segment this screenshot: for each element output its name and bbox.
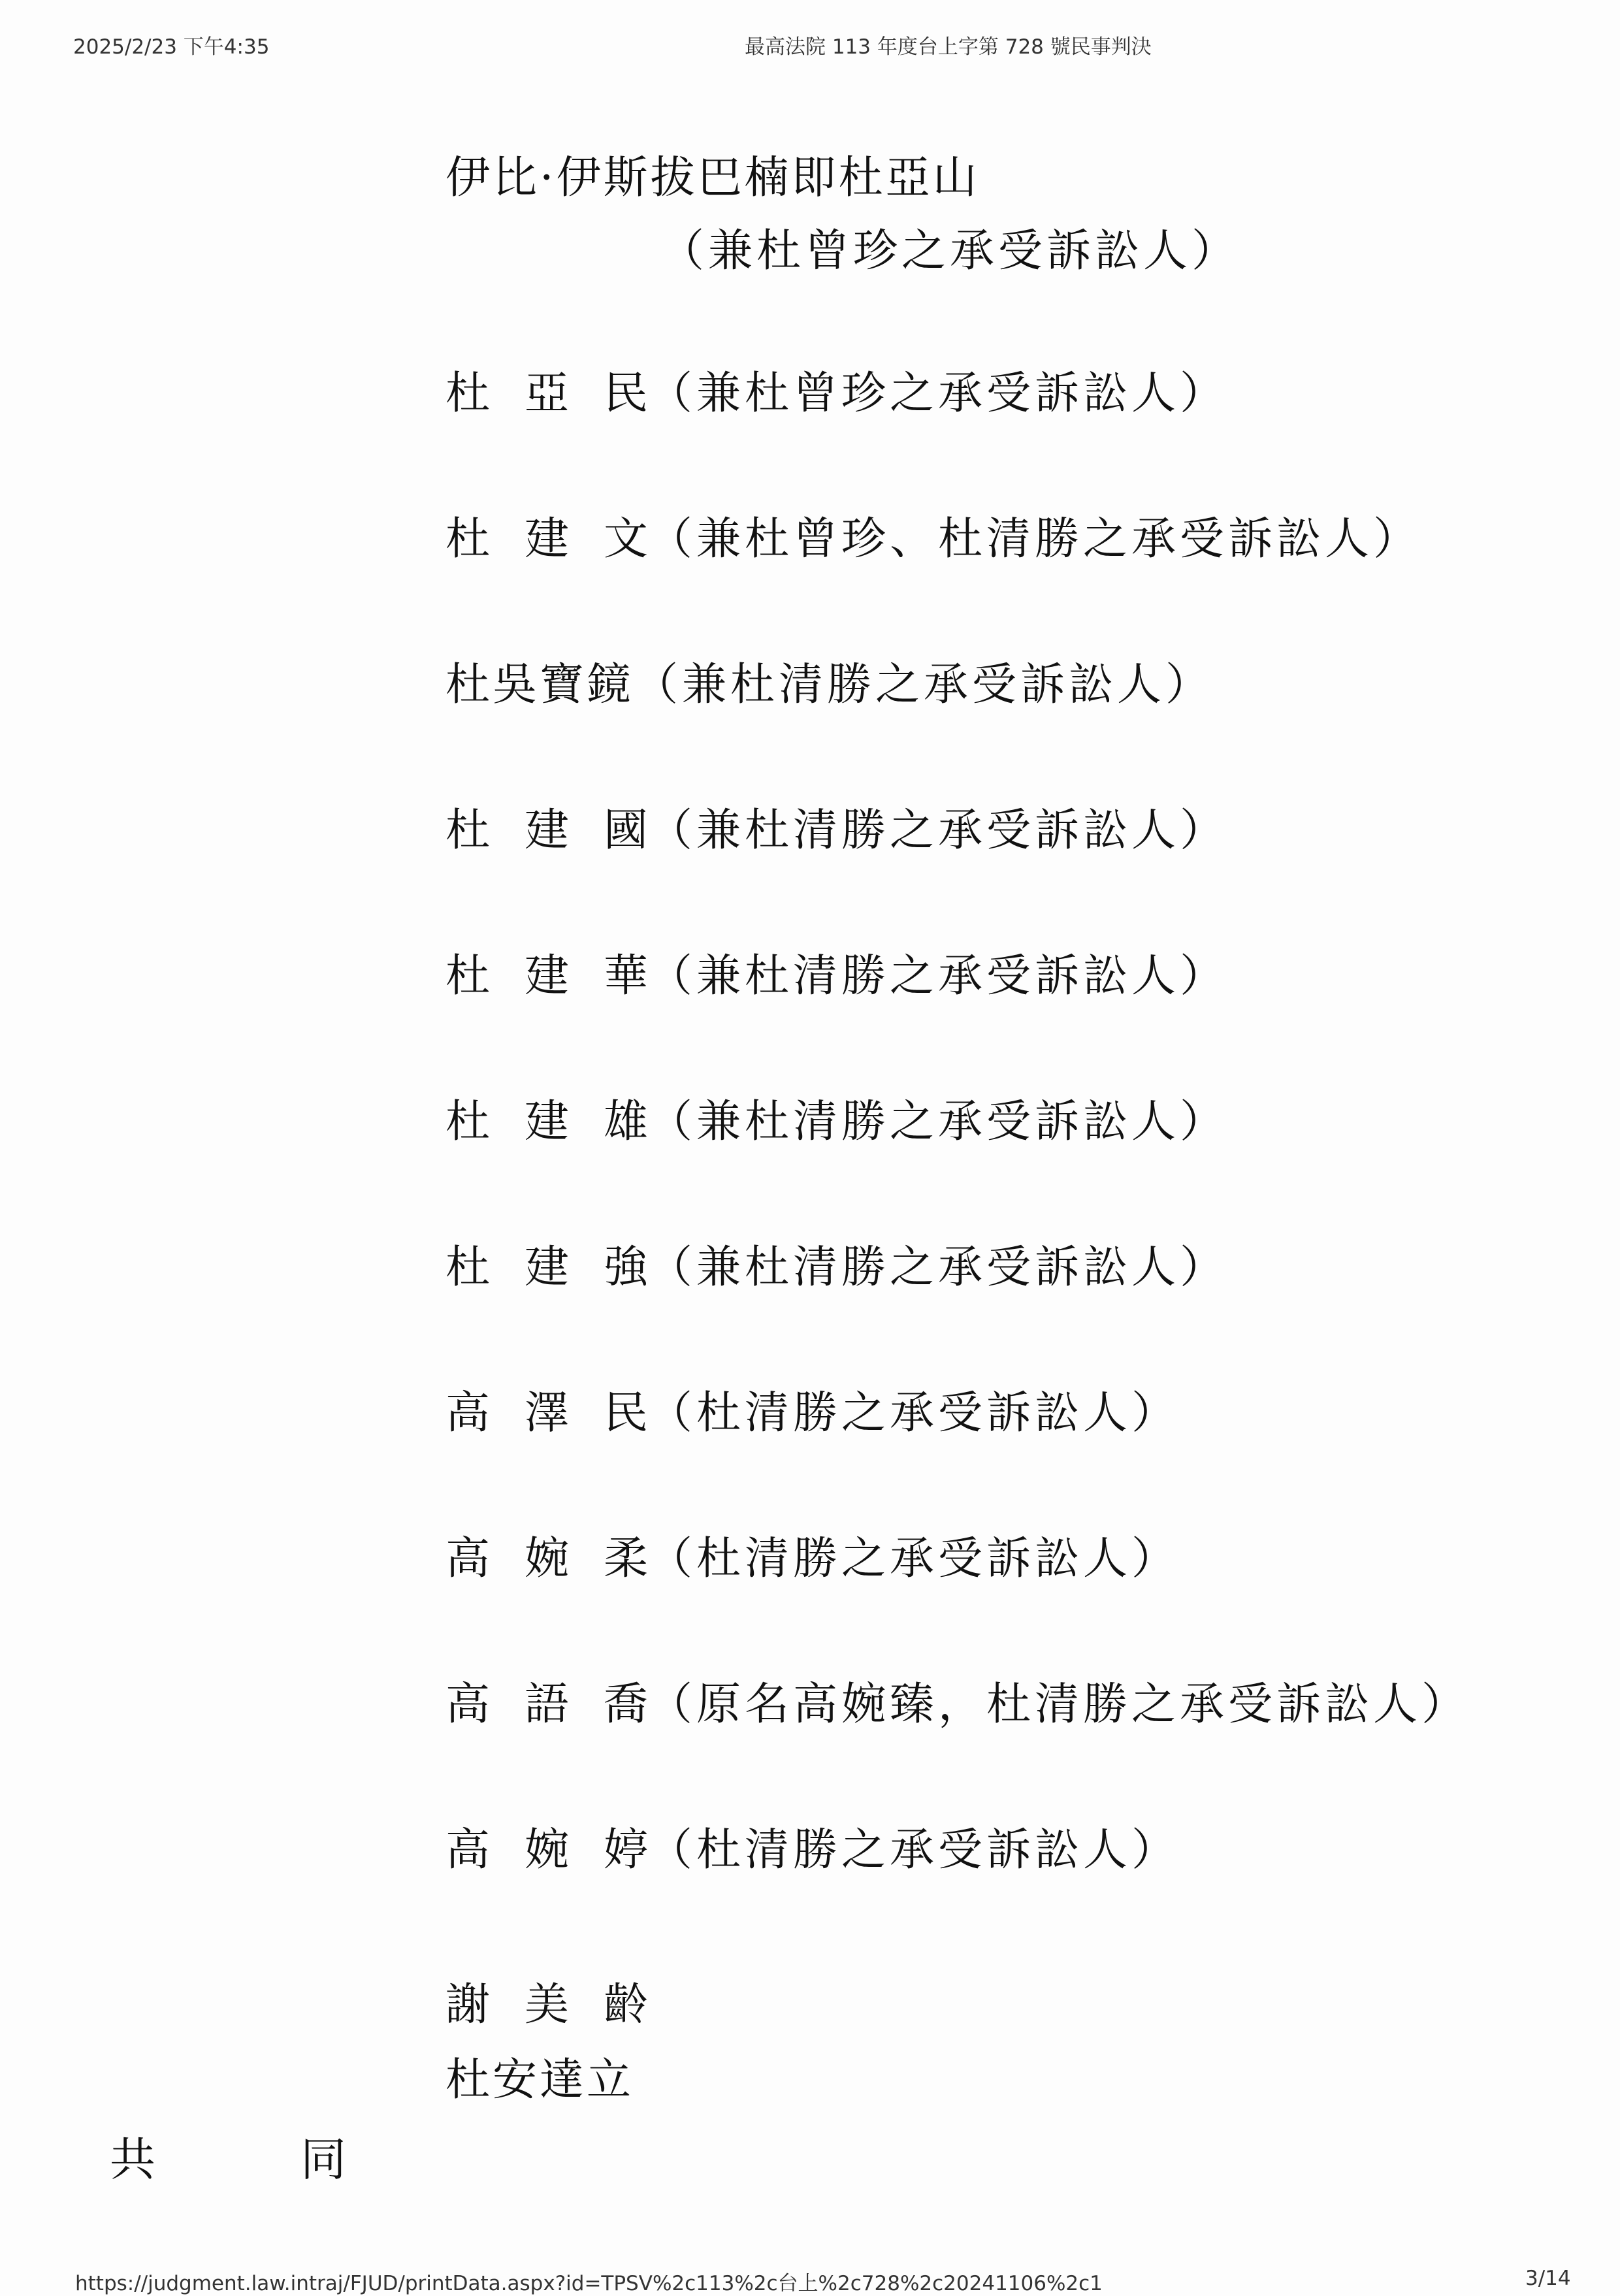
- party-name: 杜安達立: [446, 2054, 634, 2106]
- party-row: [446, 358, 1228, 430]
- party-name: 謝 美 齡: [446, 1979, 648, 2031]
- party-row: [446, 142, 980, 214]
- document-title: 最高法院 113 年度台上字第 728 號民事判決: [745, 35, 1152, 59]
- party-name: 杜 亞 民: [446, 368, 648, 419]
- party-note: （兼杜清勝之承受訴訟人）: [648, 950, 1229, 1002]
- party-note: （杜清勝之承受訴訟人）: [648, 1824, 1180, 1876]
- joint-label-part: 同: [300, 2133, 346, 2186]
- party-name: 杜 建 華: [446, 950, 648, 1002]
- party-note: （兼杜清勝之承受訴訟人）: [648, 805, 1229, 856]
- party-note: （原名高婉臻，杜清勝之承受訴訟人）: [648, 1679, 1470, 1730]
- party-name: 伊比·伊斯拔巴楠即杜亞山: [446, 152, 980, 204]
- joint-label-part: 共: [110, 2133, 155, 2186]
- party-name: 高 澤 民: [446, 1387, 648, 1439]
- party-row: [446, 1969, 648, 2033]
- party-note: （兼杜清勝之承受訴訟人）: [648, 1096, 1229, 1148]
- print-datetime: 2025/2/23 下午4:35: [73, 35, 270, 59]
- party-row: [446, 1815, 1180, 1886]
- party-row: [446, 1232, 1228, 1304]
- party-row: [446, 941, 1228, 1012]
- party-name: 杜 建 文: [446, 513, 648, 565]
- source-url: https://judgment.law.intraj/FJUD/printData.aspx?id=TPSV%2c113%2c台上%2c728%2c20241106%2c1: [75, 2272, 1103, 2295]
- party-note: （兼杜曾珍、杜清勝之承受訴訟人）: [648, 513, 1422, 565]
- party-row: [446, 1378, 1180, 1449]
- page-number: 3/14: [1525, 2267, 1571, 2290]
- party-name: 高 語 喬: [446, 1679, 648, 1730]
- party-name: 高 婉 柔: [446, 1533, 648, 1585]
- party-row: [446, 1086, 1228, 1158]
- party-name: 高 婉 婷: [446, 1824, 648, 1876]
- party-row: [446, 795, 1228, 867]
- party-note: （杜清勝之承受訴訟人）: [648, 1533, 1180, 1585]
- party-note: （兼杜清勝之承受訴訟人）: [648, 1242, 1229, 1293]
- party-note: （兼杜曾珍之承受訴訟人）: [660, 225, 1240, 277]
- party-note: （兼杜曾珍之承受訴訟人）: [648, 368, 1229, 419]
- party-note: （兼杜清勝之承受訴訟人）: [634, 659, 1214, 711]
- party-name: 杜 建 雄: [446, 1096, 648, 1148]
- party-row: [446, 1523, 1180, 1595]
- party-row: [446, 1669, 1470, 1741]
- party-note: （杜清勝之承受訴訟人）: [648, 1387, 1180, 1439]
- party-row: [446, 2045, 634, 2108]
- party-name: 杜 建 強: [446, 1242, 648, 1293]
- party-row: [446, 649, 1214, 721]
- party-name: 杜吳寶鏡: [446, 659, 634, 711]
- party-name: 杜 建 國: [446, 805, 648, 856]
- party-row: [446, 504, 1421, 575]
